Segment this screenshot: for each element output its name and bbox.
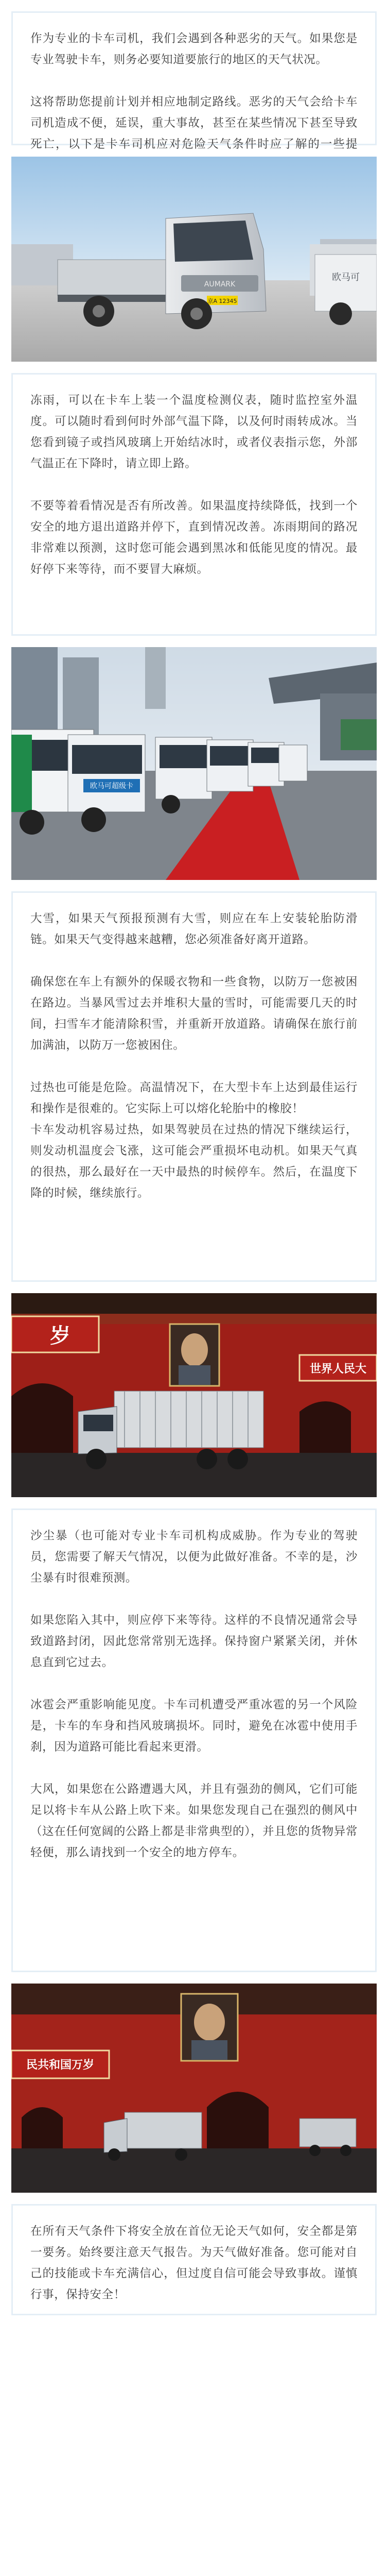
- freezing-rain-paragraph-2: 不要等着看情况是否有所改善。如果温度持续降低，找到一个安全的地方退出道路并停下，直到情况改善。冻雨期间的路况非常难以预测，这时您可能会遇到黑冰和低能见度的情况。最好停下来等待，而不要冒大麻烦。: [30, 499, 358, 576]
- photo-truck: [11, 157, 377, 362]
- outro-card: [11, 2204, 377, 2315]
- truck-plate: 京A 12345: [207, 298, 237, 304]
- truck-cab-text: AUMARK: [204, 280, 236, 289]
- heat-paragraph-2: 卡车发动机容易过热，如果驾驶员在过热的情况下继续运行，则发动机温度会飞涨，这可能会严重损坏电动机。如果天气真的很热，那么最好在一天中最热的时候停车。然后，在温度下降的时候，继续旅行。: [30, 1123, 358, 1200]
- sandstorm-paragraph-1: 沙尘暴（也可能对专业卡车司机构成威胁。作为专业的驾驶员，您需要了解天气情况，以便为此做好准备。不幸的是，沙尘暴有时很难预测。: [30, 1529, 358, 1585]
- photo-truck-lineup: [11, 647, 377, 880]
- gate-right-sign: 世界人民大: [309, 1363, 367, 1376]
- freezing-rain-paragraph-1: 冻雨，可以在卡车上装一个温度检测仪表，随时监控室外温度。可以随时看到何时外部气温下降，以及何时雨转成冰。当您看到镜子或挡风玻璃上开始结冰时，或者仪表指示您，外部气温正在下降时，请立即上路。: [30, 394, 358, 470]
- sandstorm-hail-wind-card: [11, 1509, 377, 1972]
- photo-gate-night: [11, 1984, 377, 2193]
- snow-heat-card: [11, 891, 377, 1282]
- truck-image: [11, 157, 377, 362]
- freezing-rain-card: [11, 373, 377, 636]
- gate-truck-image: [11, 1293, 377, 1497]
- intro-paragraph-1: 作为专业的卡车司机，我们会遇到各种恶劣的天气。如果您是专业驾驶卡车，则务必要知道要旅行的地区的天气状况。: [30, 32, 358, 66]
- wind-paragraph: 大风，如果您在公路遭遇大风，并且有强劲的侧风，它们可能足以将卡车从公路上吹下来。如果您发现自己在强烈的侧风中（这在任何宽阔的公路上都是非常典型的），并且您的货物异常轻便，那么请找到一个安全的地方停车。: [30, 1783, 358, 1859]
- snow-paragraph-2: 确保您在车上有额外的保暖衣物和一些食物，以防万一您被困在路边。当暴风雪过去并堆积大量的雪时，可能需要几天的时间，扫雪车才能清除积雪，并重新开放道路。请确保在旅行前加满油，以防万一您被困住。: [30, 975, 358, 1052]
- gate2-left-sign: 民共和国万岁: [26, 2059, 95, 2072]
- truck-lineup-image: [11, 647, 377, 880]
- outro-paragraph: 在所有天气条件下将安全放在首位无论天气如何，安全都是第一要务。始终要注意天气报告。为天气做好准备。您可能对自己的技能或卡车充满信心，但过度自信可能会导致事故。谨慎行事，保持安全！: [30, 2225, 358, 2301]
- photo-gate-truck: [11, 1293, 377, 1497]
- intro-card: [11, 11, 377, 151]
- heat-paragraph-1: 过热也可能是危险。高温情况下，在大型卡车上达到最佳运行和操作是很难的。它实际上可以熔化轮胎中的橡胶！: [30, 1081, 358, 1115]
- truck-body-text: 欧马可: [332, 272, 360, 283]
- snow-paragraph-1: 大雪，如果天气预报预测有大雪，则应在车上安装轮胎防滑链。如果天气变得越来越糟，您必须准备好离开道路。: [30, 912, 358, 946]
- sandstorm-paragraph-2: 如果您陷入其中，则应停下来等待。这样的不良情况通常会导致道路封闭，因此您常常别无选择。保持窗户紧紧关闭，并休息直到它过去。: [30, 1614, 358, 1669]
- gate-left-sign: 岁: [50, 1324, 70, 1348]
- intro-paragraph-2: 这将帮助您提前计划并相应地制定路线。恶劣的天气会给卡车司机造成不便，延误，重大事故，甚至在某些情况下甚至导致死亡，以下是卡车司机应对危险天气条件时应了解的一些提: [30, 95, 358, 151]
- lineup-banner-text: 欧马可超级卡: [90, 782, 133, 790]
- gate-night-image: [11, 1984, 377, 2193]
- hail-paragraph: 冰雹会严重影响能见度。卡车司机遭受严重冰雹的另一个风险是，卡车的车身和挡风玻璃损坏。同时，避免在冰雹中使用手刹，因为道路可能比看起来更滑。: [30, 1698, 358, 1754]
